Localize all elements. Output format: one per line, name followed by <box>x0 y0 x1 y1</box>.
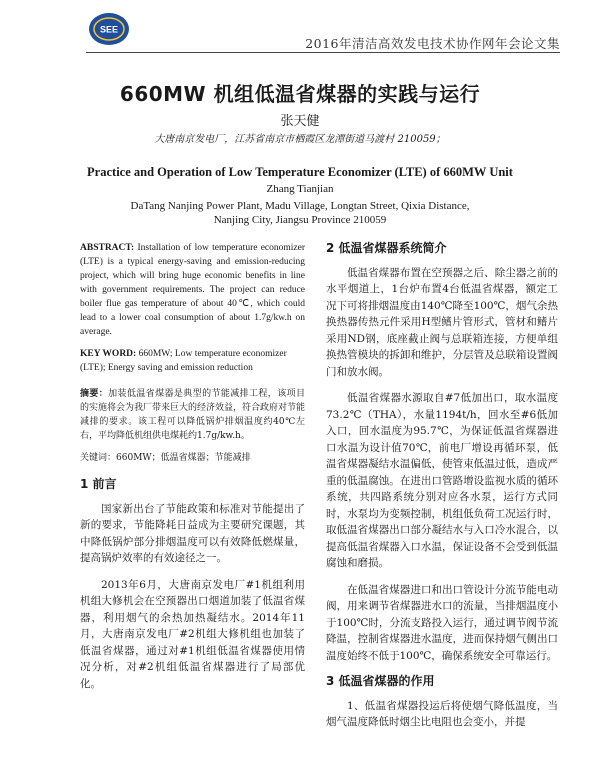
abstract-cn-text: 加装低温省煤器是典型的节能减排工程，该项目的实施将会为我厂带来巨大的经济效益，符合政府对节能减排的要求。该工程可以降低锅炉排烟温度约40℃左右，平均降低机组供电煤耗约1.7g/kw.h。 <box>80 389 306 441</box>
section-3-heading: 3 低温省煤器的作用 <box>326 674 435 688</box>
section-2-paragraph-3: 在低温省煤器进口和出口管设计分流节能电动阀，用来调节省煤器进水口的流量，当排烟温度小于100℃时，分流支路投入运行，通过调节阀节流降温，控制省煤器进水温度，进而保持烟气侧出口温度始终不低于100℃，确保系统安全可靠运行。 <box>326 583 558 662</box>
logo-text: SEE <box>99 24 119 35</box>
abstract-en-text: Installation of low temperature economizer (LTE) is a typical energy-saving and emission-reducing project, which will bring huge economic benefits in line with government requirements. The project can reduce boiler flue gas temperature of about 40℃, which could lead to a lower coal consumption of about 1.7g/kw.h on average. <box>80 243 306 337</box>
abstract-cn <box>80 387 305 443</box>
affiliation-cn: 大唐南京发电厂，江苏省南京市栖霞区龙潭街道马渡村 210059； <box>154 134 446 145</box>
right-column <box>326 241 558 741</box>
paper-title-cn: 660MW 机组低温省煤器的实践与运行 <box>119 82 481 106</box>
keywords-cn-text: 660MW；低温省煤器；节能减排 <box>116 453 251 463</box>
abstract-en <box>80 241 305 339</box>
section-1-heading: 1 前言 <box>80 477 117 491</box>
section-1-paragraph-1: 国家新出台了节能政策和标准对节能提出了新的要求，节能降耗日益成为主要研究课题，其中降低锅炉部分排烟温度可以有效降低燃煤量，提高锅炉效率的有效途径之一。 <box>80 502 305 564</box>
keywords-cn-label: 关键词： <box>80 453 117 463</box>
section-2-heading: 2 低温省煤器系统简介 <box>326 241 447 255</box>
section-3-paragraph-1: 1、低温省煤器投运后将使烟气降低温度，当烟气温度降低时烟尘比电阻也会变小，并提 <box>326 699 558 728</box>
author-cn: 张天健 <box>280 114 320 129</box>
keywords-en <box>80 347 305 375</box>
left-column <box>80 241 305 702</box>
abstract-en-label: ABSTRACT: <box>80 243 135 253</box>
affiliation-en: DaTang Nanjing Power Plant, Madu Village, Longtan Street, Qixia Distance, Nanjing City, Jiangsu Province 210059 <box>130 200 470 226</box>
keywords-cn <box>80 451 305 465</box>
section-1-paragraph-2: 2013年6月，大唐南京发电厂#1机组利用机组大修机会在空预器出口烟道加装了低温省煤器，利用烟气的余热加热凝结水。2014年11月，大唐南京发电厂#2机组大修机组也加装了低温省煤器，通过对#1机组低温省煤器使用情况分析，对#2机组低温省煤器进行了局部优化。 <box>80 578 305 690</box>
section-2-paragraph-2: 低温省煤器水源取自#7低加出口，取水温度73.2℃（THA），水量1194t/h，回水至#6低加入口，回水温度为95.7℃，为保证低温省煤器进口水温为设计值70℃，前电厂增设再循环泵，低温省煤器凝结水温偏低，使管束低温过低，造成严重的低温腐蚀。在进出口管路增设监视水质的循环系统，共四路系统分别对应各水泵，运行方式同时，水泵均为变频控制，机组低负荷工况运行时，取低温省煤器出口部分凝结水与入口冷水混合，以提高低温省煤器入口水温，保证设备不会受到低温腐蚀和磨损。 <box>326 392 558 569</box>
paper-title-en: Practice and Operation of Low Temperature Economizer (LTE) of 660MW Unit <box>87 165 513 179</box>
proceedings-title: 2016年清洁高效发电技术协作网年会论文集 <box>305 36 560 51</box>
section-2-paragraph-1: 低温省煤器布置在空预器之后、除尘器之前的水平烟道上，1台炉布置4台低温省煤器，额定工况下可将排烟温度由140℃降至100℃，烟气余热换热器传热元件采用H型鳍片管形式，管材和鳍片采用ND钢，底座截止阀与总联箱连接，方便单组换热管模块的拆卸和维护，分层管及总联箱设置阀门和放水阀。 <box>326 266 558 378</box>
conference-logo <box>88 12 130 46</box>
keywords-en-text: 660MW; Low temperature economizer (LTE); Energy saving and emission reduction <box>80 349 287 373</box>
abstract-cn-label: 摘要： <box>80 389 109 399</box>
author-en: Zhang Tianjian <box>266 183 334 195</box>
header-divider <box>86 52 560 53</box>
keywords-en-label: KEY WORD: <box>80 349 137 359</box>
